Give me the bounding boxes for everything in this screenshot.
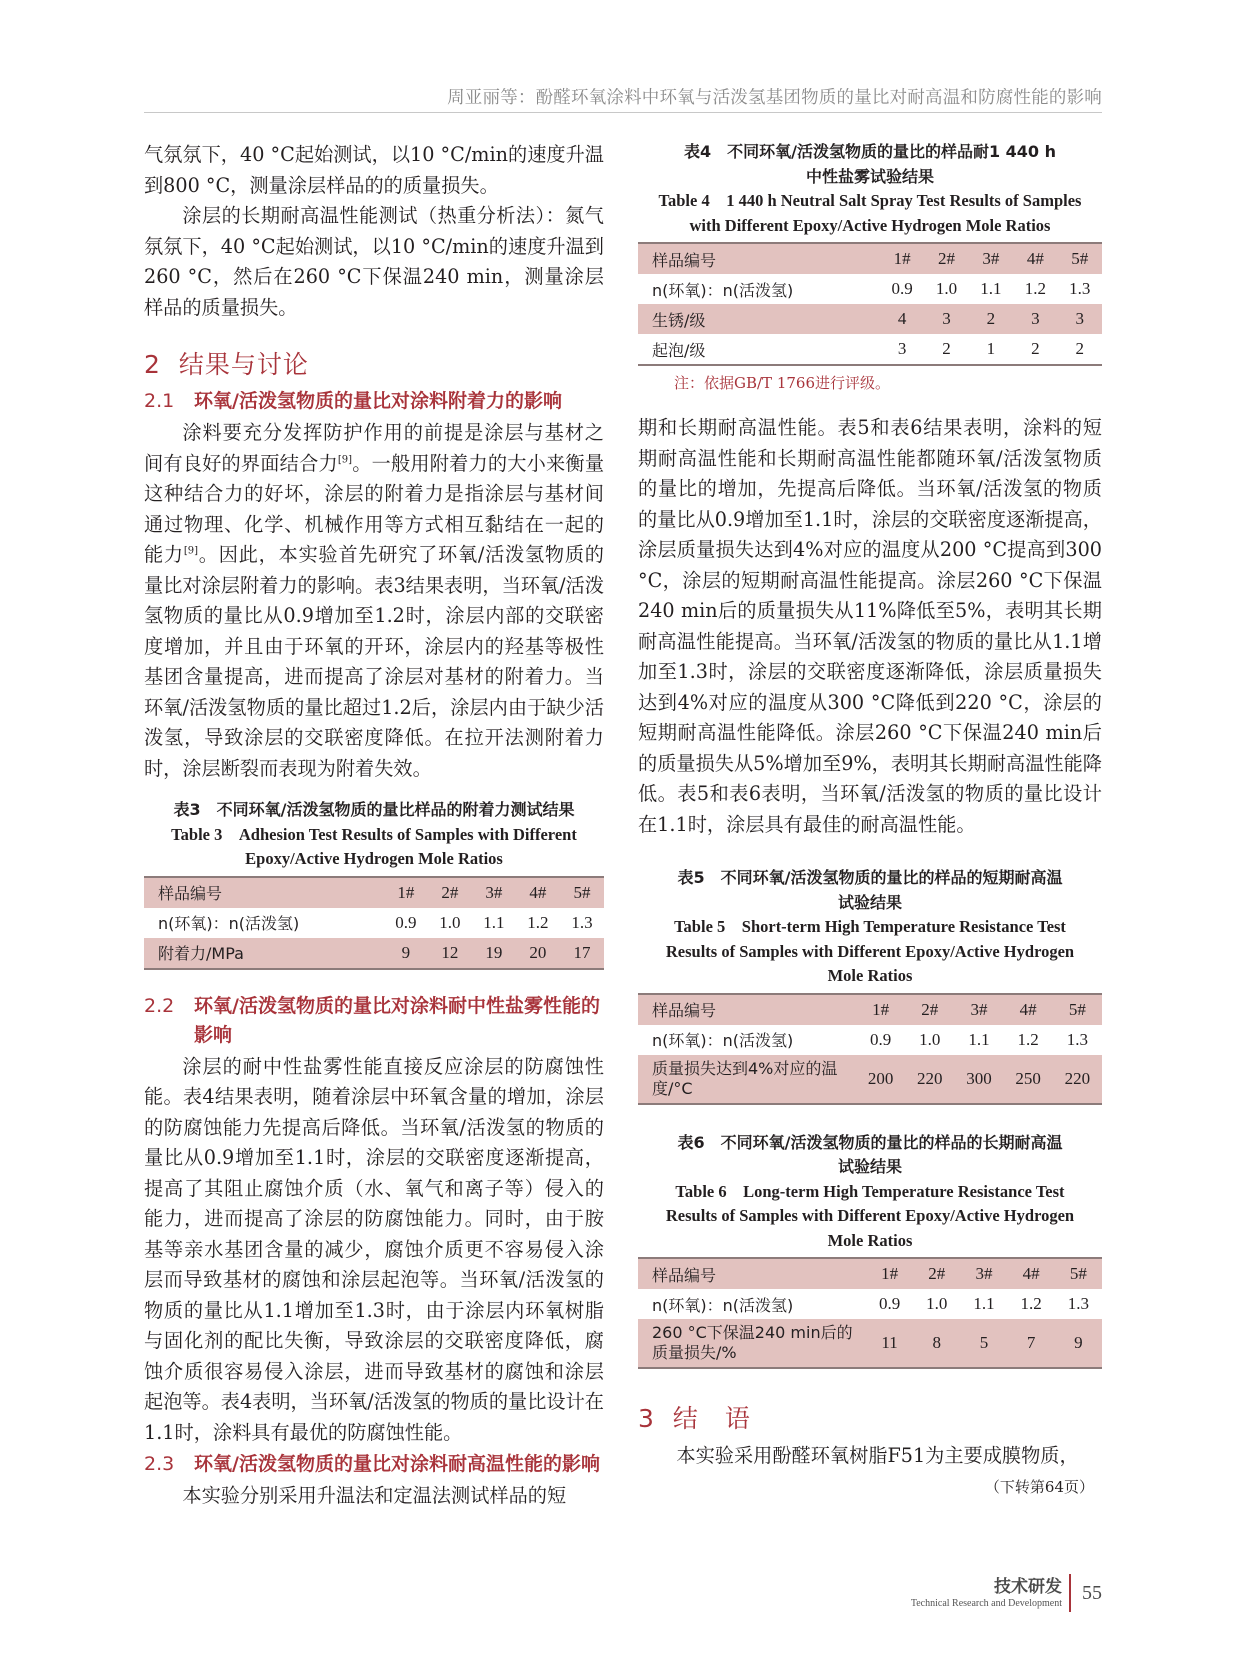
caption-cn: 表6 不同环氧/活泼氢物质的量比的样品的长期耐高温: [677, 1132, 1063, 1152]
table-caption: [638, 140, 1102, 238]
subsection-heading: [144, 1450, 604, 1479]
table-cell: n(环氧)：n(活泼氢): [652, 1295, 794, 1315]
table-cell: 3: [880, 334, 924, 365]
table-cell: n(环氧)：n(活泼氢): [652, 1031, 794, 1050]
table-row: [144, 938, 604, 969]
table-row: [638, 1258, 1102, 1289]
left-column: [144, 140, 604, 1512]
table-cell: 附着力/MPa: [144, 938, 384, 969]
caption-en: Table 3 Adhesion Test Results of Samples with Different: [171, 824, 577, 844]
caption-en: with Different Epoxy/Active Hydrogen Mole Ratios: [689, 215, 1051, 235]
table-cell: 4#: [516, 877, 560, 908]
table-5: [638, 866, 1102, 1105]
table-cell: 1.2: [1017, 1029, 1039, 1049]
table-cell: 220: [905, 1055, 954, 1104]
table-cell: 300: [954, 1055, 1003, 1104]
caption-cn: 表3 不同环氧/活泼氢物质的量比样品的附着力测试结果: [173, 800, 575, 819]
table-cell: 9: [384, 938, 428, 969]
table-3: [144, 798, 604, 970]
table-cell: 0.9: [395, 912, 417, 932]
table-cell: 1.1: [973, 1294, 995, 1313]
page-number: 55: [1082, 1582, 1102, 1604]
caption-en: Table 6 Long-term High Temperature Resistance Test: [675, 1181, 1065, 1201]
table-cell: 3#: [969, 243, 1013, 274]
table-cell: 2#: [905, 994, 954, 1025]
table-cell: 11: [866, 1319, 913, 1368]
table-row: [144, 908, 604, 938]
caption-en: Table 4 1 440 h Neutral Salt Spray Test Results of Samples: [658, 191, 1082, 210]
text-run: 。一般用附着力的大小来衡量这种结合力的好坏，涂层的附着力是指涂层与基材间通过物理、化学、机械作用等方式相互黏结在一起的能力: [144, 451, 605, 566]
section-heading: [638, 1399, 1102, 1435]
table-cell: 3#: [472, 877, 516, 908]
table-cell: 质量损失达到4%对应的温度/°C: [638, 1055, 856, 1104]
table-cell: 5#: [1055, 1258, 1102, 1289]
caption-cn: 试验结果: [837, 892, 902, 912]
table-cell: 3: [924, 304, 968, 334]
table-cell: 5#: [1053, 994, 1102, 1025]
table-row: [638, 304, 1102, 334]
table-cell: 2: [1058, 334, 1102, 365]
caption-cn: 试验结果: [837, 1157, 902, 1176]
table-cell: 12: [428, 938, 472, 969]
table-cell: 4#: [1004, 994, 1053, 1025]
caption-en: Mole Ratios: [827, 966, 913, 985]
table-cell: 250: [1004, 1055, 1053, 1104]
caption-en: Table 5 Short-term High Temperature Resistance Test: [674, 917, 1066, 936]
table-cell: 3#: [960, 1258, 1007, 1289]
table-cell: 3#: [954, 994, 1003, 1025]
paragraph: 本实验采用酚醛环氧树脂F51为主要成膜物质，: [676, 1444, 1079, 1467]
table-cell: 1.1: [980, 279, 1002, 298]
table-row: [144, 877, 604, 908]
table-cell: 1.1: [968, 1029, 990, 1049]
table-cell: 5#: [560, 877, 604, 908]
subsection-title: 环氧/活泼氢物质的量比对涂料附着力的影响: [194, 390, 562, 412]
paragraph: 期和长期耐高温性能。表5和表6结果表明，涂料的短期耐高温性能和长期耐高温性能都随环氧/活泼氢物质的量比的增加，先提高后降低。当环氧/活泼氢的物质的量比从0.9增加至1.1时，涂层的交联密度逐渐提高，涂层质量损失达到4%对应的温度从200 °C提高到300 °C，涂层的短期耐高温性能提高。涂层260 °C下保温240 min后的质量损失从11%降低至5%，表明其长期耐高温性能提高。当环氧/活泼氢的物质的量比从1.1增加至1.3时，涂层的交联密度逐渐降低，涂层质量损失达到4%对应的温度从300 °C降低到220 °C，涂层的短期耐高温性能降低。涂层260 °C下保温240 min后的质量损失从5%增加至9%，表明其长期耐高温性能降低。表5和表6表明，当环氧/活泼氢的物质的量比设计在1.1时，涂层具有最佳的耐高温性能。: [638, 416, 1102, 836]
table-cell: 8: [913, 1319, 960, 1368]
paragraph: 本实验分别采用升温法和定温法测试样品的短: [182, 1484, 567, 1507]
subsection-title: 环氧/活泼氢物质的量比对涂料耐中性盐雾性能的影响: [194, 994, 600, 1046]
table-cell: 1.3: [1066, 1029, 1088, 1049]
table-cell: 2#: [913, 1258, 960, 1289]
paragraph: 涂层的耐中性盐雾性能直接反应涂层的防腐蚀性能。表4结果表明，随着涂层中环氧含量的增加，涂层的防腐蚀能力先提高后降低。当环氧/活泼氢的物质的量比从0.9增加至1.1时，涂层的交联密度逐渐提高，提高了其阻止腐蚀介质（水、氧气和离子等）侵入的能力，进而提高了涂层的防腐蚀能力。同时，由于胺基等亲水基团含量的减少，腐蚀介质更不容易侵入涂层而导致基材的腐蚀和涂层起泡等。当环氧/活泼氢的物质的量比从1.1增加至1.3时，由于涂层内环氧树脂与固化剂的配比失衡，导致涂层的交联密度降低，腐蚀介质很容易侵入涂层，进而导致基材的腐蚀和涂层起泡等。表4表明，当环氧/活泼氢的物质的量比设计在1.1时，涂料具有最优的防腐蚀性能。: [144, 1054, 604, 1444]
table-cell: 2: [1013, 334, 1057, 365]
subsection-title: 环氧/活泼氢物质的量比对涂料耐高温性能的影响: [194, 1453, 600, 1475]
table-note: 注：依据GB/T 1766进行评级。: [674, 374, 891, 392]
table-row: [638, 334, 1102, 365]
table-cell: 样品编号: [638, 243, 880, 274]
table-row: [638, 274, 1102, 304]
page-footer: [880, 1572, 1102, 1622]
table-cell: 1.1: [483, 912, 505, 932]
table-4: [638, 140, 1102, 393]
caption-en: Epoxy/Active Hydrogen Mole Ratios: [245, 849, 503, 868]
table-cell: 2: [924, 334, 968, 365]
table-cell: 4: [880, 304, 924, 334]
table-cell: 1.2: [527, 912, 549, 932]
table-cell: 260 °C下保温240 min后的质量损失/%: [638, 1319, 866, 1368]
subsection-heading: [144, 992, 604, 1050]
table-cell: 7: [1008, 1319, 1055, 1368]
section-title: 结果与讨论: [178, 350, 309, 379]
table-cell: 样品编号: [144, 877, 384, 908]
caption-en: Mole Ratios: [827, 1230, 913, 1250]
section-number: 2: [144, 350, 161, 379]
table-cell: 1: [969, 334, 1013, 365]
caption-cn: 表5 不同环氧/活泼氢物质的量比的样品的短期耐高温: [677, 868, 1063, 887]
table-cell: 19: [472, 938, 516, 969]
text-run: 涂料要充分发挥防护作用的前提是涂层与基材之间有良好的界面结合力: [144, 421, 604, 475]
table-cell: 1.0: [935, 279, 958, 298]
table-cell: 1#: [384, 877, 428, 908]
table-cell: 9: [1055, 1319, 1102, 1368]
table-row: [638, 1055, 1102, 1104]
caption-cn: 中性盐雾试验结果: [805, 166, 934, 186]
table-cell: 0.9: [891, 279, 913, 298]
continued-note: （下转第64页）: [984, 1477, 1094, 1496]
table-row: [638, 243, 1102, 274]
table-cell: 5#: [1058, 243, 1102, 274]
section-number: 3: [638, 1404, 655, 1433]
section-heading: [144, 345, 604, 381]
table-cell: 220: [1053, 1055, 1102, 1104]
table-row: [638, 994, 1102, 1025]
table-caption: [638, 866, 1102, 989]
subsection-number: 2.2: [144, 994, 175, 1017]
table-cell: 1.2: [1024, 279, 1046, 298]
table-row: [638, 1319, 1102, 1368]
table-cell: 200: [856, 1055, 905, 1104]
table-cell: 5: [960, 1319, 1007, 1368]
citation[interactable]: [9]: [337, 454, 353, 466]
table-cell: n(环氧)：n(活泼氢): [158, 914, 300, 933]
header-rule: [144, 112, 1102, 113]
table-cell: 1.3: [1069, 279, 1091, 298]
table-caption: [638, 1131, 1102, 1254]
citation[interactable]: [9]: [183, 545, 199, 557]
table-cell: 1.3: [571, 912, 593, 932]
table-cell: 样品编号: [638, 994, 856, 1025]
paragraph: [144, 418, 604, 784]
table-cell: 20: [516, 938, 560, 969]
table-cell: 1#: [866, 1258, 913, 1289]
table-cell: 4#: [1013, 243, 1057, 274]
footer-section-cn: 技术研发: [994, 1577, 1062, 1597]
caption-en: Results of Samples with Different Epoxy/Active Hydrogen: [665, 941, 1075, 961]
text-run: 。因此，本实验首先研究了环氧/活泼氢物质的量比对涂层附着力的影响。表3结果表明，当环氧/活泼氢物质的量比从0.9增加至1.2时，涂层内部的交联密度增加，并且由于环氧的开环，涂层内的羟基等极性基团含量提高，进而提高了涂层对基材的附着力。当环氧/活泼氢物质的量比超过1.2后，涂层内由于缺少活泼氢，导致涂层的交联密度降低。在拉开法测附着力时，涂层断裂而表现为附着失效。: [144, 543, 604, 780]
table-cell: 2#: [428, 877, 472, 908]
table-cell: 2: [969, 304, 1013, 334]
table-row: [638, 1025, 1102, 1055]
table-cell: 0.9: [878, 1294, 901, 1313]
table-cell: 1#: [856, 994, 905, 1025]
table-cell: 1.3: [1067, 1294, 1089, 1313]
table-cell: n(环氧)：n(活泼氢): [652, 280, 794, 300]
section-title: 结 语: [672, 1404, 751, 1433]
subsection-heading: [144, 387, 604, 416]
footer-divider: [1069, 1574, 1071, 1612]
table-cell: 起泡/级: [638, 334, 880, 365]
paragraph: 气氛氛下，40 °C起始测试，以10 °C/min的速度升温到800 °C，测量涂层样品的的质量损失。: [144, 143, 604, 197]
table-cell: 样品编号: [638, 1258, 866, 1289]
table-row: [638, 1289, 1102, 1319]
running-header: 周亚丽等：酚醛环氧涂料中环氧与活泼氢基团物质的量比对耐高温和防腐性能的影响: [447, 88, 1102, 108]
subsection-number: 2.3: [144, 1453, 175, 1475]
table-cell: 17: [560, 938, 604, 969]
caption-cn: 表4 不同环氧/活泼氢物质的量比的样品耐1 440 h: [683, 142, 1057, 161]
table-cell: 3: [1013, 304, 1057, 334]
table-caption: [144, 798, 604, 872]
table-cell: 3: [1058, 304, 1102, 334]
table-cell: 1.0: [439, 912, 461, 932]
table-cell: 0.9: [869, 1029, 892, 1049]
table-cell: 1#: [880, 243, 924, 274]
right-column: [638, 140, 1102, 1497]
table-cell: 1.0: [926, 1294, 948, 1313]
subsection-number: 2.1: [144, 390, 175, 412]
footer-section-en: Technical Research and Development: [910, 1598, 1062, 1609]
table-cell: 4#: [1008, 1258, 1055, 1289]
table-cell: 1.0: [919, 1029, 941, 1049]
paragraph: 涂层的长期耐高温性能测试（热重分析法）：氮气氛氛下，40 °C起始测试，以10 °C/min的速度升温到260 °C，然后在260 °C下保温240 min，测量涂层样品的质量损失。: [144, 204, 604, 319]
table-6: [638, 1131, 1102, 1370]
caption-en: Results of Samples with Different Epoxy/Active Hydrogen: [665, 1206, 1075, 1225]
table-cell: 2#: [924, 243, 968, 274]
table-cell: 生锈/级: [638, 304, 880, 334]
table-cell: 1.2: [1020, 1294, 1042, 1313]
